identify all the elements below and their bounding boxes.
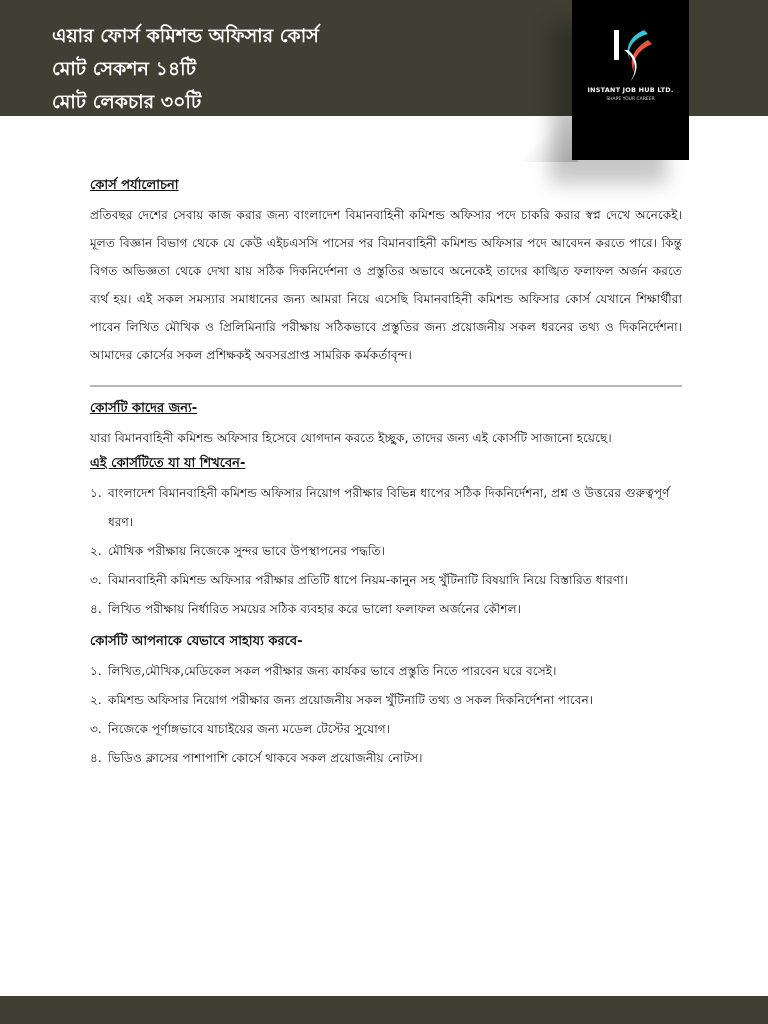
logo-company-name: INSTANT JOB HUB LTD. [587,86,674,94]
overview-title: কোর্স পর্যালোচনা [90,178,179,193]
section-divider [90,385,682,387]
list-item: ৩. নিজেকে পূর্ণাঙ্গভাবে যাচাইয়ের জন্য মডেল টেস্টের সুযোগ। [90,722,391,736]
main-content [90,176,682,773]
total-lectures: মোট লেকচার ৩০টি [52,91,202,113]
learn-title: এই কোর্সটিতে যা যা শিখবেন- [90,456,246,471]
list-item: ৪. ভিডিও ক্লাসের পাশাপাশি কোর্সে থাকবে সকল প্রয়োজনীয় নোটস। [90,751,423,765]
course-title: এয়ার ফোর্স কমিশন্ড অফিসার কোর্স [52,25,319,47]
list-item: ১. লিখিত,মৌখিক,মেডিকেল সকল পরীক্ষার জন্য কার্যকর ভাবে প্রস্তুতি নিতে পারবেন ঘরে বসেই। [90,664,557,678]
help-list [90,657,682,773]
list-item: ২. মৌখিক পরীক্ষায় নিজেকে সুন্দর ভাবে উপস্থাপনের পদ্ধতি। [90,544,386,558]
list-item: ৩. বিমানবাহিনী কমিশন্ড অফিসার পরীক্ষার প্রতিটি ধাপে নিয়ম-কানুন সহ খুঁটিনাটি বিষয়াদি নিয়ে বিস্তারিত ধারণা। [90,573,629,587]
logo-shadow [518,118,578,162]
overview-text: প্রতিবছর দেশের সেবায় কাজ করার জন্য বাংলাদেশ বিমানবাহিনী কমিশন্ড অফিসার পদে চাকরি করার স্বপ্ন দেখে অনেকেই। মূলত বিজ্ঞান বিভাগ থেকে যে কেউ এইচএসসি পাসের পর বিমানবাহিনী কমিশন্ড অফিসার পদে আবেদন করতে পারে। কিন্তু বিগত অভিজ্ঞতা থেকে দেখা যায় সঠিক দিকনির্দেশনা ও প্রস্তুতির অভাবে অনেকেই তাদের কাঙ্খিত ফলাফল অর্জন করতে ব্যর্থ হয়। এই সকল সমস্যার সমাধানের জন্য আমরা নিয়ে এসেছি বিমানবাহিনী কমিশন্ড অফিসার কোর্স যেখানে শিক্ষার্থীরা পাবেন লিখিত মৌখিক ও প্রিলিমিনারি পরীক্ষায় সঠিকভাবে প্রস্তুতির জন্য প্রয়োজনীয় সকল ধরনের তথ্য ও দিকনির্দেশনা। আমাদের কোর্সের সকল প্রশিক্ষকই অবসরপ্রাপ্ত সামরিক কর্মকর্তাবৃন্দ। [90,208,682,362]
footer-bar [0,996,768,1024]
audience-title: কোর্সটি কাদের জন্য- [90,401,198,416]
logo-tagline: SHAPE YOUR CAREER [606,97,655,102]
list-item: ৪. লিখিত পরীক্ষায় নির্ধারিত সময়ের সঠিক ব্যবহার করে ভালো ফলাফল অর্জনের কৌশল। [90,602,522,616]
list-item: ২. কমিশন্ড অফিসার নিয়োগ পরীক্ষার জন্য প্রয়োজনীয় সকল খুঁটিনাটি তথ্য ও সকল দিকনির্দেশনা পাবেন। [90,693,594,707]
audience-text: যারা বিমানবাহিনী কমিশন্ড অফিসার হিসেবে যোগদান করতে ইচ্ছুক, তাদের জন্য এই কোর্সটি সাজানো হয়েছে। [90,431,612,445]
total-sections: মোট সেকশন ১৪টি [52,58,196,80]
list-item: ১. বাংলাদেশ বিমানবাহিনী কমিশন্ড অফিসার নিয়োগ পরীক্ষার বিভিন্ন ধাপের সঠিক দিকনির্দেশনা, প্রশ্ন ও উত্তরের গুরুত্বপূর্ণ ধরণ। [90,486,670,529]
learn-list [90,479,682,624]
company-logo [572,0,689,160]
logo-icon [604,26,656,84]
help-title: কোর্সটি আপনাকে যেভাবে সাহায্য করবে- [90,634,303,649]
